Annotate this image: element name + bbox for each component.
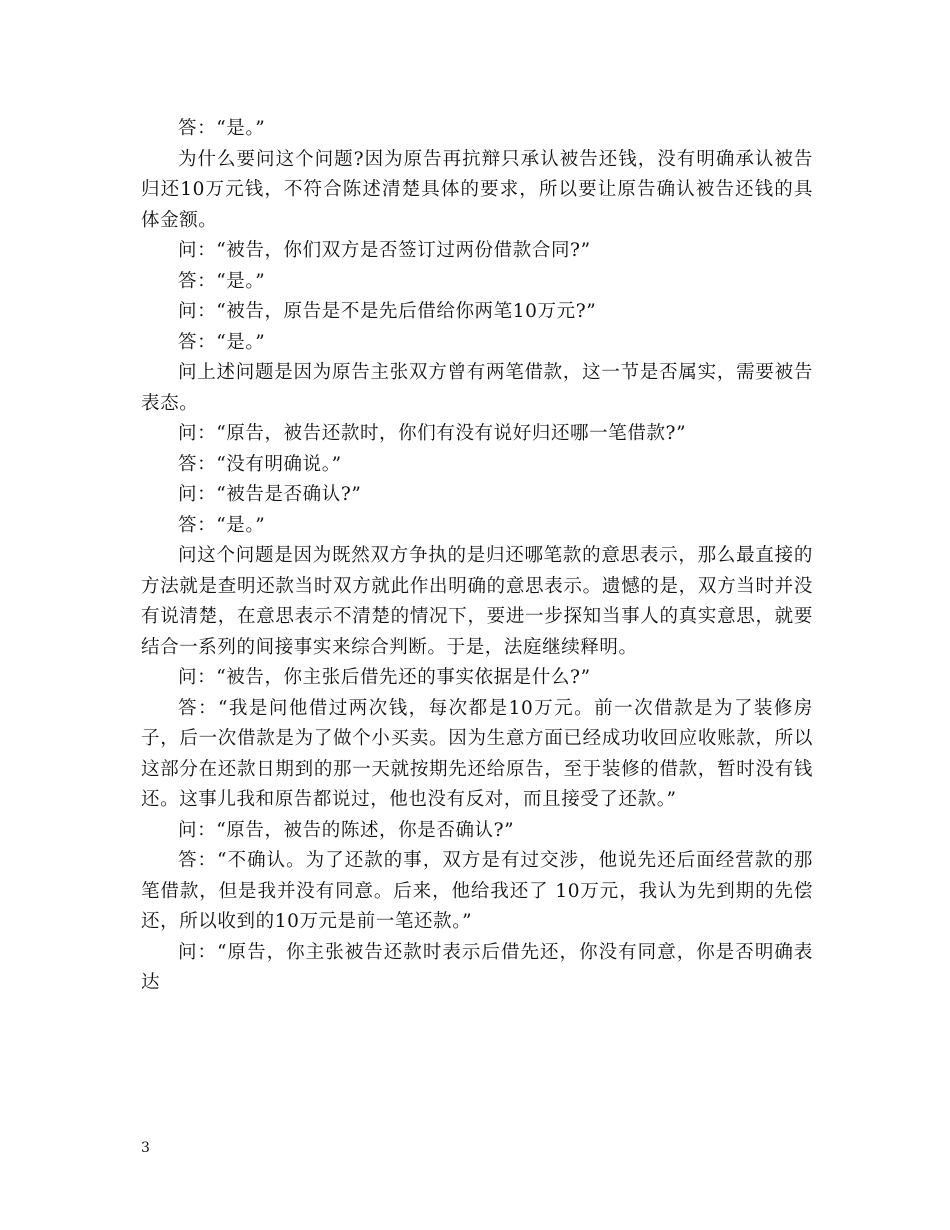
paragraph: 为什么要问这个问题?因为原告再抗辩只承认被告还钱，没有明确承认被告归还10万元钱，不符合陈述清楚具体的要求，所以要让原告确认被告还钱的具体金额。 (141, 148, 813, 231)
paragraph: 问这个问题是因为既然双方争执的是归还哪笔款的意思表示，那么最直接的方法就是查明还款当时双方就此作出明确的意思表示。遗憾的是，双方当时并没有说清楚，在意思表示不清楚的情况下，要进一步探知当事人的真实意思，就要结合一系列的间接事实来综合判断。于是，法庭继续释明。 (141, 545, 813, 658)
paragraph: 问：“被告，原告是不是先后借给你两笔10万元?” (178, 301, 597, 322)
page-number: 3 (141, 1140, 150, 1156)
paragraph: 答：“是。” (178, 118, 266, 139)
paragraph: 问：“原告，你主张被告还款时表示后借先还，你没有同意，你是否明确表达 (141, 941, 813, 993)
paragraph: 答：“没有明确说。” (178, 453, 342, 475)
paragraph: 问：“被告是否确认?” (178, 484, 362, 505)
paragraph: 问上述问题是因为原告主张双方曾有两笔借款，这一节是否属实，需要被告表态。 (141, 362, 813, 414)
document-body (141, 114, 813, 999)
paragraph: 问：“被告，你们双方是否签订过两份借款合同?” (178, 240, 591, 261)
paragraph: 问：“原告，被告的陈述，你是否确认?” (178, 819, 515, 841)
paragraph: 问：“被告，你主张后借先还的事实依据是什么?” (178, 667, 591, 688)
paragraph: 答：“是。” (178, 270, 266, 292)
paragraph: 答：“是。” (178, 331, 266, 353)
paragraph: 答：“是。” (178, 514, 266, 536)
paragraph: 答：“我是问他借过两次钱，每次都是10万元。前一次借款是为了装修房子，后一次借款是为了做个小买卖。因为生意方面已经成功收回应收账款，所以这部分在还款日期到的那一天就按期先还给原告，至于装修的借款，暂时没有钱还。这事儿我和原告都说过，他也没有反对，而且接受了还款。” (141, 697, 813, 810)
paragraph: 答：“不确认。为了还款的事，双方是有过交涉，他说先还后面经营款的那笔借款，但是我并没有同意。后来，他给我还了 10万元，我认为先到期的先偿还，所以收到的10万元是前一笔还款。” (141, 850, 813, 932)
paragraph: 问：“原告，被告还款时，你们有没有说好归还哪一笔借款?” (178, 423, 687, 444)
